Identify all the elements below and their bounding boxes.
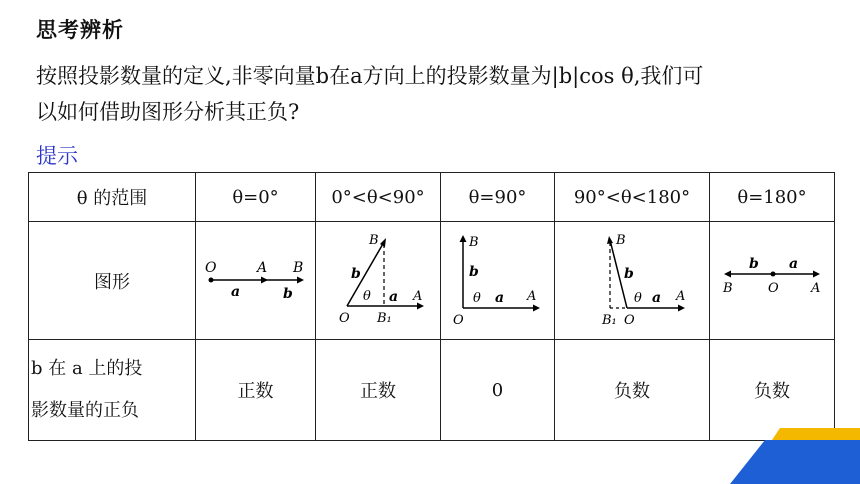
label-O: O [338, 311, 350, 326]
figure-cell-theta-180 [710, 222, 835, 340]
sign-row-label-line1: b 在 a 上的投 [31, 358, 143, 379]
label-O: O [624, 313, 635, 328]
label-O: O [204, 260, 216, 276]
label-vector-b: b [749, 256, 759, 272]
header-theta-90: θ=90° [441, 173, 555, 222]
table-sign-row [29, 340, 835, 441]
label-vector-b: b [282, 286, 293, 302]
sign-row-label-line2: 影数量的正负 [31, 400, 139, 421]
label-B: B [368, 233, 379, 248]
sign-theta-obtuse: 负数 [555, 340, 710, 441]
label-A: A [676, 289, 686, 304]
label-B: B [469, 235, 479, 250]
sign-theta-180: 负数 [710, 340, 835, 441]
label-theta: θ [473, 291, 481, 306]
sign-row-label [29, 340, 196, 441]
corner-decoration [720, 420, 860, 484]
label-B1: B₁ [376, 311, 392, 326]
label-vector-b: b [469, 264, 479, 280]
figure-theta-0 [201, 248, 311, 308]
section-heading: 思考辨析 [36, 18, 124, 42]
label-A: A [412, 289, 422, 304]
label-vector-a: a [652, 290, 662, 306]
sign-theta-0: 正数 [196, 340, 316, 441]
label-A: A [256, 260, 267, 276]
header-theta-acute: 0°<θ<90° [316, 173, 441, 222]
figure-theta-180 [717, 248, 827, 308]
figure-cell-theta-obtuse [555, 222, 710, 340]
header-theta-180: θ=180° [710, 173, 835, 222]
label-B: B [292, 260, 303, 276]
figure-theta-obtuse [572, 228, 692, 328]
projection-table [28, 172, 835, 441]
figure-theta-90 [445, 228, 550, 328]
figure-cell-theta-acute [316, 222, 441, 340]
label-vector-b: b [624, 266, 634, 282]
sign-theta-acute: 正数 [316, 340, 441, 441]
label-O: O [453, 313, 464, 328]
label-A: A [811, 281, 821, 296]
header-theta-obtuse: 90°<θ<180° [555, 173, 710, 222]
label-B: B [616, 233, 626, 248]
question-line-1: 按照投影数量的定义,非零向量b在a方向上的投影数量为|b|cos θ,我们可 [36, 64, 704, 88]
label-theta: θ [362, 289, 371, 304]
label-B: B [723, 281, 733, 296]
label-vector-b: b [350, 266, 361, 282]
figure-cell-theta-0 [196, 222, 316, 340]
label-vector-a: a [789, 256, 799, 272]
label-A: A [527, 289, 537, 304]
label-B1: B₁ [602, 313, 617, 328]
header-theta-0: θ=0° [196, 173, 316, 222]
header-theta-range: θ 的范围 [29, 173, 196, 222]
label-vector-a: a [495, 290, 505, 306]
hint-label: 提示 [36, 144, 78, 168]
label-O: O [768, 281, 779, 296]
label-theta: θ [634, 291, 642, 306]
table-figure-row [29, 222, 835, 340]
figure-row-label: 图形 [29, 222, 196, 340]
label-vector-a: a [388, 289, 398, 305]
table-header-row [29, 173, 835, 222]
question-line-2: 以如何借助图形分析其正负? [36, 100, 300, 124]
label-vector-a: a [230, 284, 240, 300]
figure-cell-theta-90 [441, 222, 555, 340]
sign-theta-90: 0 [441, 340, 555, 441]
figure-theta-acute [321, 228, 436, 328]
